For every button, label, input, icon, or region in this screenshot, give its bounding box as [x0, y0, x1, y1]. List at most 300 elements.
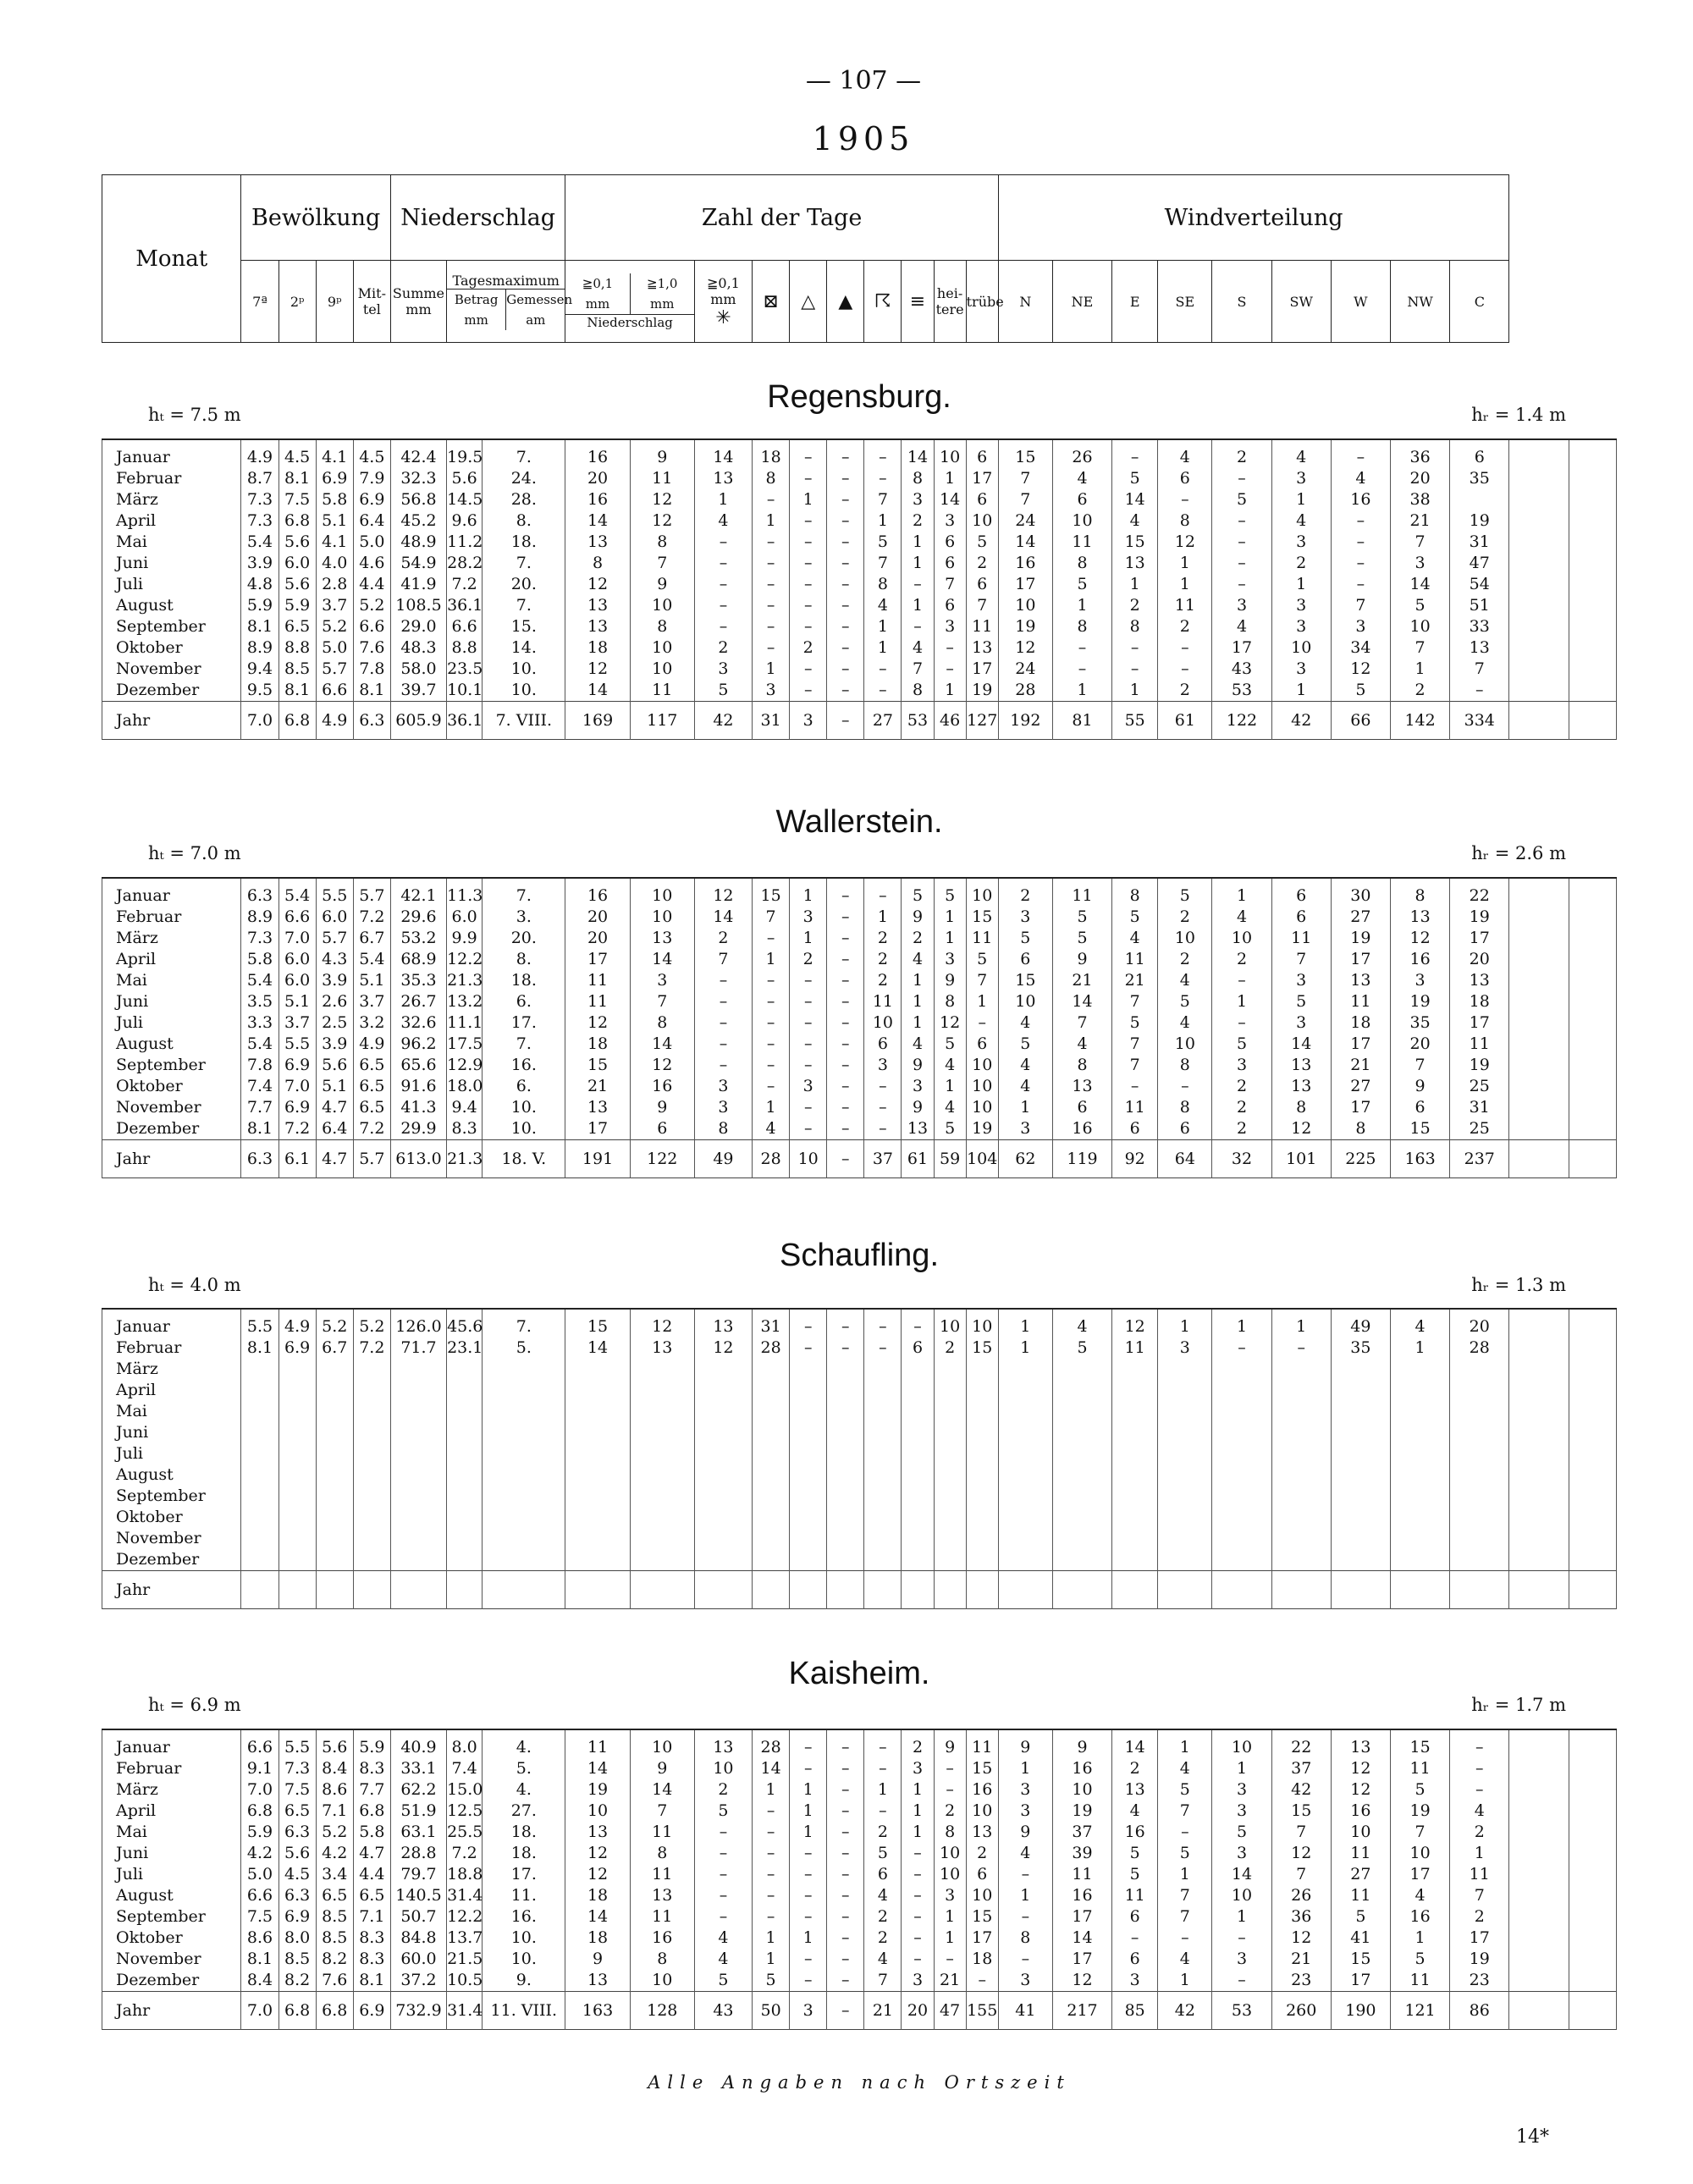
table-row [102, 1928, 1617, 1949]
table-row [102, 1737, 1617, 1758]
table-cell: 6 [998, 949, 1052, 970]
table-row [102, 949, 1617, 970]
table-cell: 10 [1390, 616, 1449, 637]
table-cell: 5.6 [316, 1737, 353, 1758]
table-cell: 8.5 [316, 1928, 353, 1949]
table-cell: 6.9 [353, 489, 390, 510]
table-cell: 3 [1212, 1055, 1271, 1076]
table-cell [447, 1528, 483, 1549]
month-label: Oktober [102, 637, 241, 659]
table-cell [966, 1401, 998, 1422]
table-cell: 17 [966, 468, 998, 489]
table-cell [630, 1571, 694, 1609]
table-cell [1509, 489, 1569, 510]
table-cell: 16 [1331, 489, 1390, 510]
table-cell: 11 [1158, 595, 1212, 616]
table-cell [1509, 970, 1569, 991]
table-cell: 4 [998, 1055, 1052, 1076]
table-cell: 18. [483, 532, 565, 553]
table-cell [1158, 1549, 1212, 1571]
table-cell: 11 [565, 970, 630, 991]
table-cell: – [790, 553, 827, 574]
month-label: November [102, 1528, 241, 1549]
table-cell: 7.9 [353, 468, 390, 489]
table-cell [447, 1549, 483, 1571]
table-cell: 11 [565, 991, 630, 1012]
table-cell: 12.5 [447, 1801, 483, 1820]
table-cell: 14 [1212, 1864, 1271, 1885]
table-cell: 16 [630, 1928, 694, 1949]
header-wind-sw: SW [1271, 261, 1331, 343]
table-cell: 4 [934, 1097, 966, 1118]
table-cell: – [1212, 532, 1271, 553]
table-cell: – [1331, 510, 1390, 532]
table-cell: 3 [934, 1885, 966, 1906]
table-cell: 4.9 [316, 702, 353, 740]
table-cell: 12 [694, 885, 752, 907]
table-cell: 43 [1212, 659, 1271, 680]
table-cell: 41.3 [390, 1097, 446, 1118]
table-cell: 1 [790, 1928, 827, 1949]
table-cell: 12 [630, 1055, 694, 1076]
table-cell [1569, 1843, 1616, 1864]
table-cell [241, 1443, 278, 1464]
table-cell: 7 [1271, 949, 1331, 970]
table-cell: 5.7 [316, 659, 353, 680]
table-cell: 12 [565, 574, 630, 595]
table-cell: – [1112, 659, 1158, 680]
table-cell: 11 [565, 1737, 630, 1758]
table-cell: – [753, 1885, 790, 1906]
table-cell [1052, 1486, 1111, 1507]
table-cell: 4 [1112, 1801, 1158, 1822]
table-cell: 7.7 [241, 1097, 278, 1118]
table-cell: 6 [934, 553, 966, 574]
header-betrag: Betrag [447, 290, 506, 310]
table-cell [827, 1571, 864, 1609]
table-cell [694, 1464, 752, 1486]
table-cell: – [902, 1928, 934, 1949]
table-cell: 1 [902, 1822, 934, 1843]
table-cell [790, 1571, 827, 1609]
table-cell: 8 [1271, 1097, 1331, 1118]
table-cell [630, 1486, 694, 1507]
table-cell: 6.7 [316, 1337, 353, 1359]
table-cell: 3.9 [316, 970, 353, 991]
table-cell [1271, 1549, 1331, 1571]
table-cell: 16 [630, 1076, 694, 1097]
table-cell: 17 [1450, 928, 1509, 949]
header-wind-s: S [1212, 261, 1271, 343]
table-cell: 29.9 [390, 1118, 446, 1140]
table-cell: 14 [1271, 1034, 1331, 1055]
table-cell [630, 1549, 694, 1571]
table-cell: 11.1 [447, 1013, 483, 1032]
table-cell: 108.5 [390, 595, 446, 616]
table-cell: 17.5 [447, 1034, 483, 1053]
month-label: Februar [102, 468, 241, 489]
table-cell [827, 1507, 864, 1528]
table-cell: 5.6 [447, 468, 483, 489]
table-cell: 2 [790, 949, 827, 970]
table-cell: 9 [902, 1055, 934, 1076]
table-cell: 42 [1158, 1992, 1212, 2030]
table-cell [753, 1549, 790, 1571]
table-cell: 13.2 [447, 992, 483, 1011]
month-label: März [102, 1779, 241, 1801]
table-row [102, 489, 1617, 510]
table-cell: 50.7 [390, 1906, 446, 1928]
table-cell [353, 1401, 390, 1422]
table-cell: 39 [1052, 1843, 1111, 1864]
table-cell: 6.5 [353, 1097, 390, 1118]
table-cell [1271, 1380, 1331, 1401]
table-cell: 53.2 [390, 928, 446, 949]
table-cell: 7.0 [241, 1992, 278, 2030]
table-cell: – [1212, 1928, 1271, 1949]
table-cell: 7.4 [447, 1758, 483, 1779]
month-label: Februar [102, 1758, 241, 1779]
table-cell: 7 [753, 907, 790, 928]
table-cell [1390, 1380, 1449, 1401]
table-cell: 18.0 [447, 1077, 483, 1095]
table-cell: 10. [483, 1928, 565, 1949]
month-label: Juli [102, 1012, 241, 1034]
table-cell: 2 [1450, 1906, 1509, 1928]
table-cell: 6.6 [447, 616, 483, 637]
table-cell [1390, 1401, 1449, 1422]
table-cell: 140.5 [390, 1885, 446, 1906]
table-cell: 28.8 [390, 1843, 446, 1864]
table-cell [1331, 1464, 1390, 1486]
table-cell: – [1158, 1928, 1212, 1949]
table-cell: – [827, 1864, 864, 1885]
table-row [102, 1316, 1617, 1337]
table-cell [998, 1507, 1052, 1528]
table-cell: 7 [998, 489, 1052, 510]
table-cell [447, 1464, 483, 1486]
table-cell: 334 [1450, 702, 1509, 740]
table-cell: 28 [753, 1737, 790, 1758]
table-cell: 4 [998, 1012, 1052, 1034]
table-cell [390, 1549, 446, 1571]
table-cell: 25 [1450, 1076, 1509, 1097]
table-cell: 1 [1158, 1970, 1212, 1992]
table-cell [1509, 1422, 1569, 1443]
table-cell: 31.4 [447, 1886, 483, 1905]
table-cell [1450, 1507, 1509, 1528]
header-wind-c: C [1450, 261, 1509, 343]
table-cell: 62 [998, 1140, 1052, 1178]
table-cell: 10 [1212, 928, 1271, 949]
table-cell: 10 [998, 991, 1052, 1012]
table-cell: 16 [1331, 1801, 1390, 1822]
table-row [102, 468, 1617, 489]
table-cell: 4.5 [278, 447, 316, 468]
table-cell: 6.0 [316, 907, 353, 928]
table-cell [1509, 1507, 1569, 1528]
table-cell [790, 1380, 827, 1401]
table-cell: – [790, 616, 827, 637]
table-cell: 6 [966, 1864, 998, 1885]
table-cell: 37 [1271, 1758, 1331, 1779]
table-cell: 4 [1450, 1801, 1509, 1822]
table-cell: – [827, 1928, 864, 1949]
table-cell: 29.0 [390, 616, 446, 637]
table-cell: 96.2 [390, 1034, 446, 1055]
table-cell: 10 [966, 510, 998, 532]
table-cell: 5 [1158, 885, 1212, 907]
table-cell: 23.1 [447, 1338, 483, 1357]
table-cell: 6.3 [278, 1822, 316, 1843]
table-cell: – [790, 1906, 827, 1928]
table-cell: 7.3 [241, 928, 278, 949]
table-cell: 126.0 [390, 1316, 446, 1337]
table-cell: 10 [630, 595, 694, 616]
table-cell: 8.5 [316, 1906, 353, 1928]
table-cell: – [790, 532, 827, 553]
table-cell: 5 [1052, 1337, 1111, 1359]
month-label: Mai [102, 1822, 241, 1843]
table-cell: 14 [565, 1758, 630, 1779]
table-cell: 8 [1158, 1055, 1212, 1076]
table-cell: 3 [1271, 1012, 1331, 1034]
table-cell: 31.4 [447, 1992, 483, 2030]
table-cell: – [966, 1012, 998, 1034]
table-cell: – [827, 1118, 864, 1140]
table-cell: 14 [565, 1337, 630, 1359]
table-cell: 3.4 [316, 1864, 353, 1885]
table-cell: 8.6 [241, 1928, 278, 1949]
table-cell [753, 1359, 790, 1380]
table-cell [390, 1443, 446, 1464]
table-cell: 7 [998, 468, 1052, 489]
table-cell: 1 [1052, 595, 1111, 616]
table-cell: 4 [1112, 510, 1158, 532]
table-cell: – [790, 1949, 827, 1970]
table-cell: 2 [1450, 1822, 1509, 1843]
table-cell: 3.7 [353, 991, 390, 1012]
table-cell: 4.4 [353, 574, 390, 595]
table-cell: 9 [1052, 1737, 1111, 1758]
table-cell: 3.7 [278, 1012, 316, 1034]
table-cell [1331, 1507, 1390, 1528]
table-cell: 3 [1212, 1949, 1271, 1970]
table-cell [934, 1464, 966, 1486]
table-cell: – [753, 1055, 790, 1076]
table-cell: 38 [1390, 489, 1449, 510]
table-cell: 10 [1212, 1885, 1271, 1906]
table-cell: – [753, 1076, 790, 1097]
table-cell: 20. [483, 928, 565, 949]
month-label: September [102, 616, 241, 637]
table-cell: 10 [1052, 1779, 1111, 1801]
table-cell [1569, 1885, 1616, 1906]
table-row [102, 659, 1617, 680]
table-cell [390, 1486, 446, 1507]
table-cell [1569, 1758, 1616, 1779]
table-cell [483, 1571, 565, 1609]
table-cell [1390, 1464, 1449, 1486]
table-cell [1569, 447, 1616, 468]
table-cell: – [902, 1949, 934, 1970]
table-cell: 4 [1158, 1949, 1212, 1970]
table-cell [966, 1571, 998, 1609]
table-cell: 49 [694, 1140, 752, 1178]
table-cell: 54.9 [390, 553, 446, 574]
month-label: August [102, 1464, 241, 1486]
table-cell: 12 [1112, 1316, 1158, 1337]
table-cell: 26 [1271, 1885, 1331, 1906]
table-cell: 6 [864, 1034, 902, 1055]
table-cell: 1 [1212, 885, 1271, 907]
table-cell: 3 [998, 1779, 1052, 1801]
table-cell [316, 1486, 353, 1507]
table-cell: – [827, 1843, 864, 1864]
table-cell: 4.0 [316, 553, 353, 574]
table-cell [1158, 1401, 1212, 1422]
table-cell: 16 [1052, 1758, 1111, 1779]
table-cell: 63.1 [390, 1822, 446, 1843]
table-cell [483, 1549, 565, 1571]
table-cell: 7.5 [278, 489, 316, 510]
table-cell [1331, 1443, 1390, 1464]
month-label: Januar [102, 1737, 241, 1758]
table-cell [1212, 1571, 1271, 1609]
table-cell [694, 1401, 752, 1422]
table-cell: 1 [790, 928, 827, 949]
table-cell: 4 [1390, 1885, 1449, 1906]
table-cell: 8.2 [316, 1949, 353, 1970]
table-cell: 37 [864, 1140, 902, 1178]
table-cell [353, 1380, 390, 1401]
table-cell: 6 [1271, 885, 1331, 907]
table-cell: – [1158, 659, 1212, 680]
table-cell: – [998, 1864, 1052, 1885]
table-cell: – [790, 1864, 827, 1885]
table-cell [1569, 659, 1616, 680]
table-cell [1509, 1928, 1569, 1949]
table-cell: 12 [1331, 1758, 1390, 1779]
table-cell: 1 [1271, 680, 1331, 702]
table-cell [1509, 1055, 1569, 1076]
table-cell: 11 [1450, 1864, 1509, 1885]
table-cell: 260 [1271, 1992, 1331, 2030]
table-row [102, 1443, 1617, 1464]
table-cell: 2 [1158, 616, 1212, 637]
table-cell: 5 [1212, 1034, 1271, 1055]
table-cell: 3.5 [241, 991, 278, 1012]
table-cell: 8.1 [241, 616, 278, 637]
table-cell: – [827, 574, 864, 595]
table-row [102, 1864, 1617, 1885]
table-cell [565, 1422, 630, 1443]
table-cell: 3 [1271, 595, 1331, 616]
table-cell: 6.3 [241, 885, 278, 907]
station-ht: hₜ = 6.9 m [148, 1695, 241, 1715]
table-cell [1331, 1486, 1390, 1507]
table-cell [1052, 1443, 1111, 1464]
table-cell: 21 [864, 1992, 902, 2030]
table-cell: 7.2 [447, 574, 483, 595]
table-cell [241, 1401, 278, 1422]
table-cell [483, 1507, 565, 1528]
table-cell: 8.9 [241, 907, 278, 928]
table-row [102, 1337, 1617, 1359]
table-cell [998, 1464, 1052, 1486]
table-cell: 225 [1331, 1140, 1390, 1178]
table-cell [1569, 1737, 1616, 1758]
table-cell [694, 1571, 752, 1609]
table-cell: 1 [790, 885, 827, 907]
table-cell: 3 [902, 1970, 934, 1992]
table-cell: – [790, 991, 827, 1012]
table-row [102, 991, 1617, 1012]
table-cell [1509, 1401, 1569, 1422]
table-cell: 17. [483, 1012, 565, 1034]
table-cell: 2 [864, 970, 902, 991]
table-cell: 3 [864, 1055, 902, 1076]
table-cell: 7. [483, 447, 565, 468]
table-cell: 7.0 [241, 702, 278, 740]
month-label: März [102, 1359, 241, 1380]
table-cell: 19 [1450, 510, 1509, 532]
table-cell: 6.0 [447, 907, 483, 928]
table-cell: 6 [934, 532, 966, 553]
table-cell: 11 [630, 468, 694, 489]
table-cell: 5.9 [241, 1822, 278, 1843]
table-cell: 8 [902, 468, 934, 489]
table-cell [864, 1443, 902, 1464]
table-cell: 10 [1271, 637, 1331, 659]
table-cell: 35 [1450, 468, 1509, 489]
table-cell: 7. [483, 1316, 565, 1337]
table-cell: 117 [630, 702, 694, 740]
table-cell: – [790, 680, 827, 702]
table-cell [1331, 1528, 1390, 1549]
table-cell [1331, 1401, 1390, 1422]
table-cell: 12 [1331, 659, 1390, 680]
table-cell [1509, 574, 1569, 595]
table-row [102, 510, 1617, 532]
table-cell: 31 [753, 702, 790, 740]
table-cell: 4.2 [241, 1843, 278, 1864]
table-cell: 55 [1112, 702, 1158, 740]
table-cell [864, 1464, 902, 1486]
table-cell: 6 [1052, 489, 1111, 510]
table-cell: 17 [1390, 1864, 1449, 1885]
table-cell: 3.2 [353, 1012, 390, 1034]
table-cell [864, 1486, 902, 1507]
table-cell: 17 [1331, 1097, 1390, 1118]
table-cell: – [827, 928, 864, 949]
table-cell: 9. [483, 1970, 565, 1992]
table-cell: 2 [1212, 1118, 1271, 1140]
table-cell: 5 [934, 1118, 966, 1140]
table-cell: 9 [630, 1097, 694, 1118]
table-cell [1450, 1549, 1509, 1571]
table-cell: 6 [966, 574, 998, 595]
table-cell: 155 [966, 1992, 998, 2030]
table-cell: – [694, 991, 752, 1012]
table-cell [390, 1401, 446, 1422]
table-cell: 1 [753, 1928, 790, 1949]
table-cell: – [790, 1055, 827, 1076]
table-cell: 16 [565, 885, 630, 907]
table-cell [1509, 659, 1569, 680]
table-cell [630, 1443, 694, 1464]
table-cell: – [827, 447, 864, 468]
